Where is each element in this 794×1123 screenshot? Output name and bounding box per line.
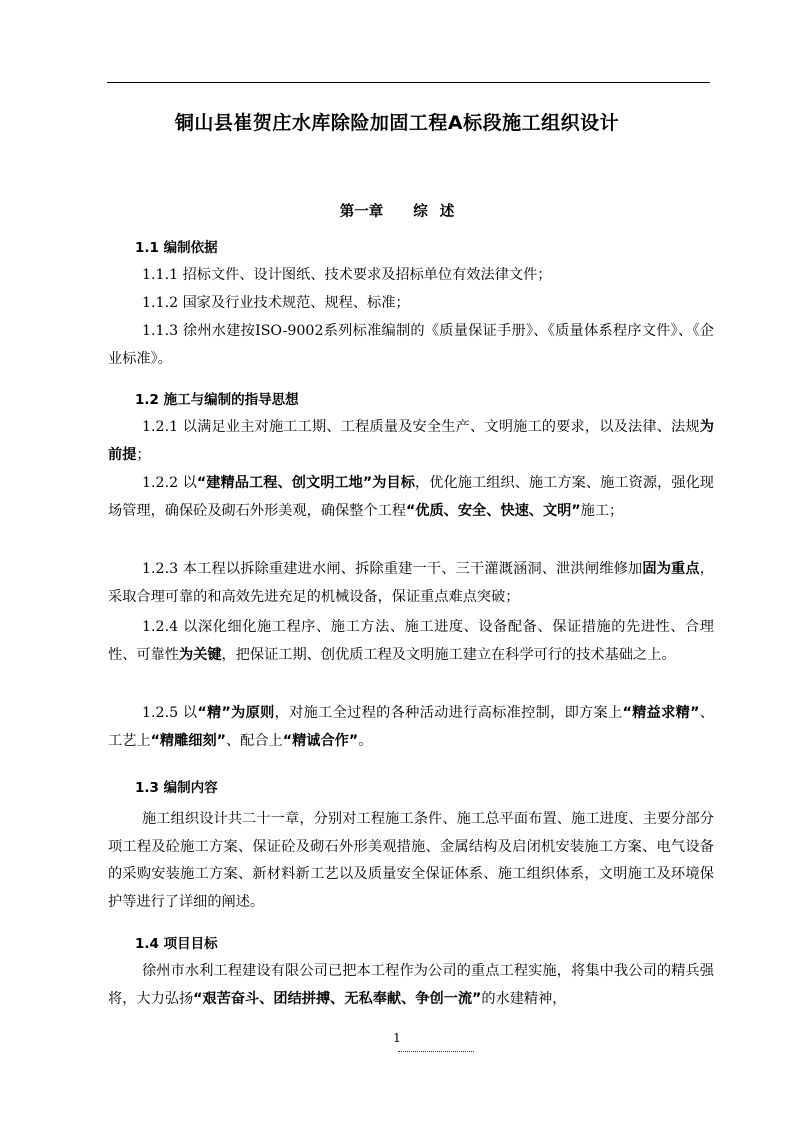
footer-rule (398, 1051, 474, 1052)
paragraph-1-3: 施工组织设计共二十一章，分别对工程施工条件、施工总平面布置、施工进度、主要分部分项工程及砼施工方案、保证砼及砌石外形美观措施、金属结构及启闭机安装施工方案、电气设备的采购安装施工方案、新材料新工艺以及质量安全保证体系、施工组织体系，文明施工及环境保护等进行了详细的阐述。 (108, 811, 714, 910)
header-rule (107, 82, 710, 83)
paragraph-1-2-5: 1.2.5 以“精”为原则，对施工全过程的各种活动进行高标准控制，即方案上“精益求精”、工艺上“精雕细刻”、配合上“精诚合作”。 (108, 705, 714, 749)
paragraph-1-2-3: 1.2.3 本工程以拆除重建进水闸、拆除重建一干、三干灌溉涵洞、泄洪闸维修加固为重点，采取合理可靠的和高效先进充足的机械设备，保证重点难点突破； (108, 561, 714, 605)
paragraph-1-2-4: 1.2.4 以深化细化施工程序、施工方法、施工进度、设备配备、保证措施的先进性、合理性、可靠性为关键，把保证工期、创优质工程及文明施工建立在科学可行的技术基础之上。 (108, 619, 714, 663)
paragraph-1-2-2: 1.2.2 以“建精品工程、创文明工地”为目标，优化施工组织、施工方案、施工资源，强化现场管理，确保砼及砌石外形美观，确保整个工程“优质、安全、快速、文明”施工； (108, 475, 714, 519)
paragraph-1-1-2: 1.1.2 国家及行业技术规范、规程、标准； (142, 295, 410, 311)
page-number: 1 (393, 1031, 401, 1045)
chapter-number: 第一章 (339, 204, 384, 220)
section-heading-1-3: 1.3 编制内容 (135, 780, 218, 796)
section-heading-1-2: 1.2 施工与编制的指导思想 (135, 392, 299, 408)
chapter-name-part-a: 综 (413, 204, 428, 220)
paragraph-1-1-3: 1.1.3 徐州水建按ISO-9002系列标准编制的《质量保证手册》、《质量体系程序文件》、《企业标准》。 (108, 323, 714, 367)
section-heading-1-4: 1.4 项目目标 (135, 936, 218, 952)
chapter-heading (0, 200, 794, 221)
paragraph-1-4: 徐州市水利工程建设有限公司已把本工程作为公司的重点工程实施，将集中我公司的精兵强将，大力弘扬“艰苦奋斗、团结拼搏、无私奉献、争创一流”的水建精神， (108, 963, 714, 1007)
paragraph-1-1-1: 1.1.1 招标文件、设计图纸、技术要求及招标单位有效法律文件； (142, 267, 552, 283)
paragraph-1-2-1: 1.2.1 以满足业主对施工工期、工程质量及安全生产、文明施工的要求，以及法律、法规为前提； (108, 419, 714, 463)
document-title: 铜山县崔贺庄水库除险加固工程A标段施工组织设计 (174, 112, 620, 134)
chapter-name-part-b: 述 (439, 204, 455, 220)
section-heading-1-1: 1.1 编制依据 (135, 240, 218, 256)
